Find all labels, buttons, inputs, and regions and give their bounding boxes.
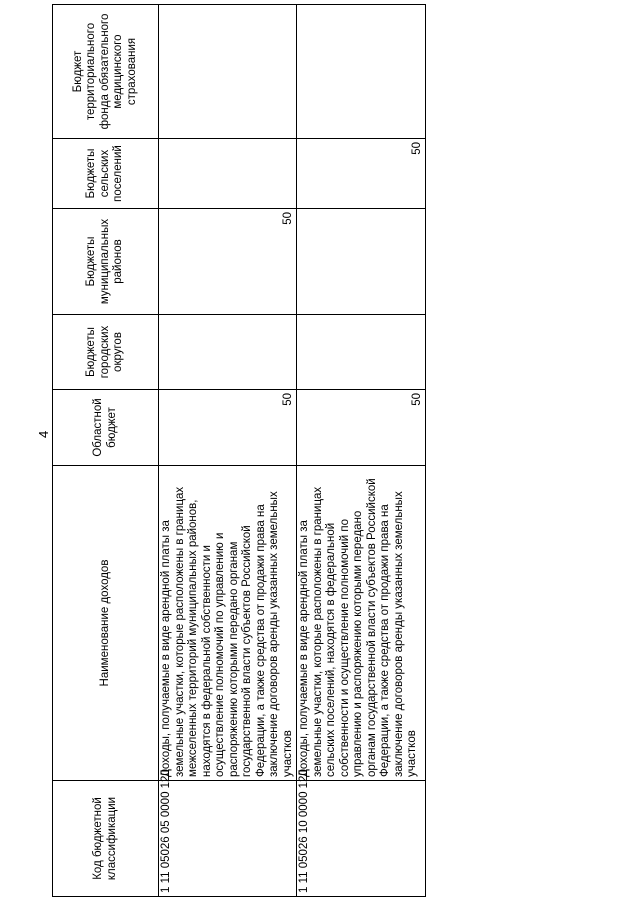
cell-city-district-budgets <box>297 315 426 390</box>
header-municipal-district-budgets: Бюджеты муниципальных районов <box>53 209 159 315</box>
cell-municipal-district-budgets: 50 <box>159 209 297 315</box>
cell-oblast-budget: 50 <box>297 390 426 466</box>
cell-name: Доходы, получаемые в виде арендной платы за земельные участки, которые расположены в границах межселенных территорий муниципальных районов, находятся в федеральной собственности и осуществление полномочий по управлению и распоряжению которыми передано органам государственной власти субъектов Российской Федерации, а также средства от продажи права на заключение договоров аренды указанных земельных участков <box>159 466 297 781</box>
cell-municipal-district-budgets <box>297 209 426 315</box>
header-medical-insurance-fund-budget: Бюджет территориального фонда обязательного медицинского страхования <box>53 5 159 139</box>
page-number: 4 <box>36 430 51 438</box>
table-row <box>297 5 426 897</box>
header-name: Наименование доходов <box>53 466 159 781</box>
budget-revenue-table <box>52 4 426 897</box>
cell-rural-settlement-budgets: 50 <box>297 139 426 209</box>
cell-medical-insurance-fund-budget <box>297 5 426 139</box>
header-city-district-budgets: Бюджеты городских округов <box>53 315 159 390</box>
table-header-row <box>53 5 159 897</box>
cell-rural-settlement-budgets <box>159 139 297 209</box>
table-row <box>159 5 297 897</box>
header-oblast-budget: Областной бюджет <box>53 390 159 466</box>
cell-oblast-budget: 50 <box>159 390 297 466</box>
cell-name: Доходы, получаемые в виде арендной платы за земельные участки, которые расположены в границах сельских поселений, находятся в федеральной собственности и осуществление полномочий по управлению и распоряжению которыми передано органам государственной власти субъектов Российской Федерации, а также средства от продажи права на заключение договоров аренды указанных земельных участков <box>297 466 426 781</box>
cell-code: 1 11 05026 05 0000 120 <box>159 781 297 897</box>
header-code: Код бюджетной классификации <box>53 781 159 897</box>
cell-code: 1 11 05026 10 0000 120 <box>297 781 426 897</box>
header-rural-settlement-budgets: Бюджеты сельских поселений <box>53 139 159 209</box>
cell-medical-insurance-fund-budget <box>159 5 297 139</box>
cell-city-district-budgets <box>159 315 297 390</box>
